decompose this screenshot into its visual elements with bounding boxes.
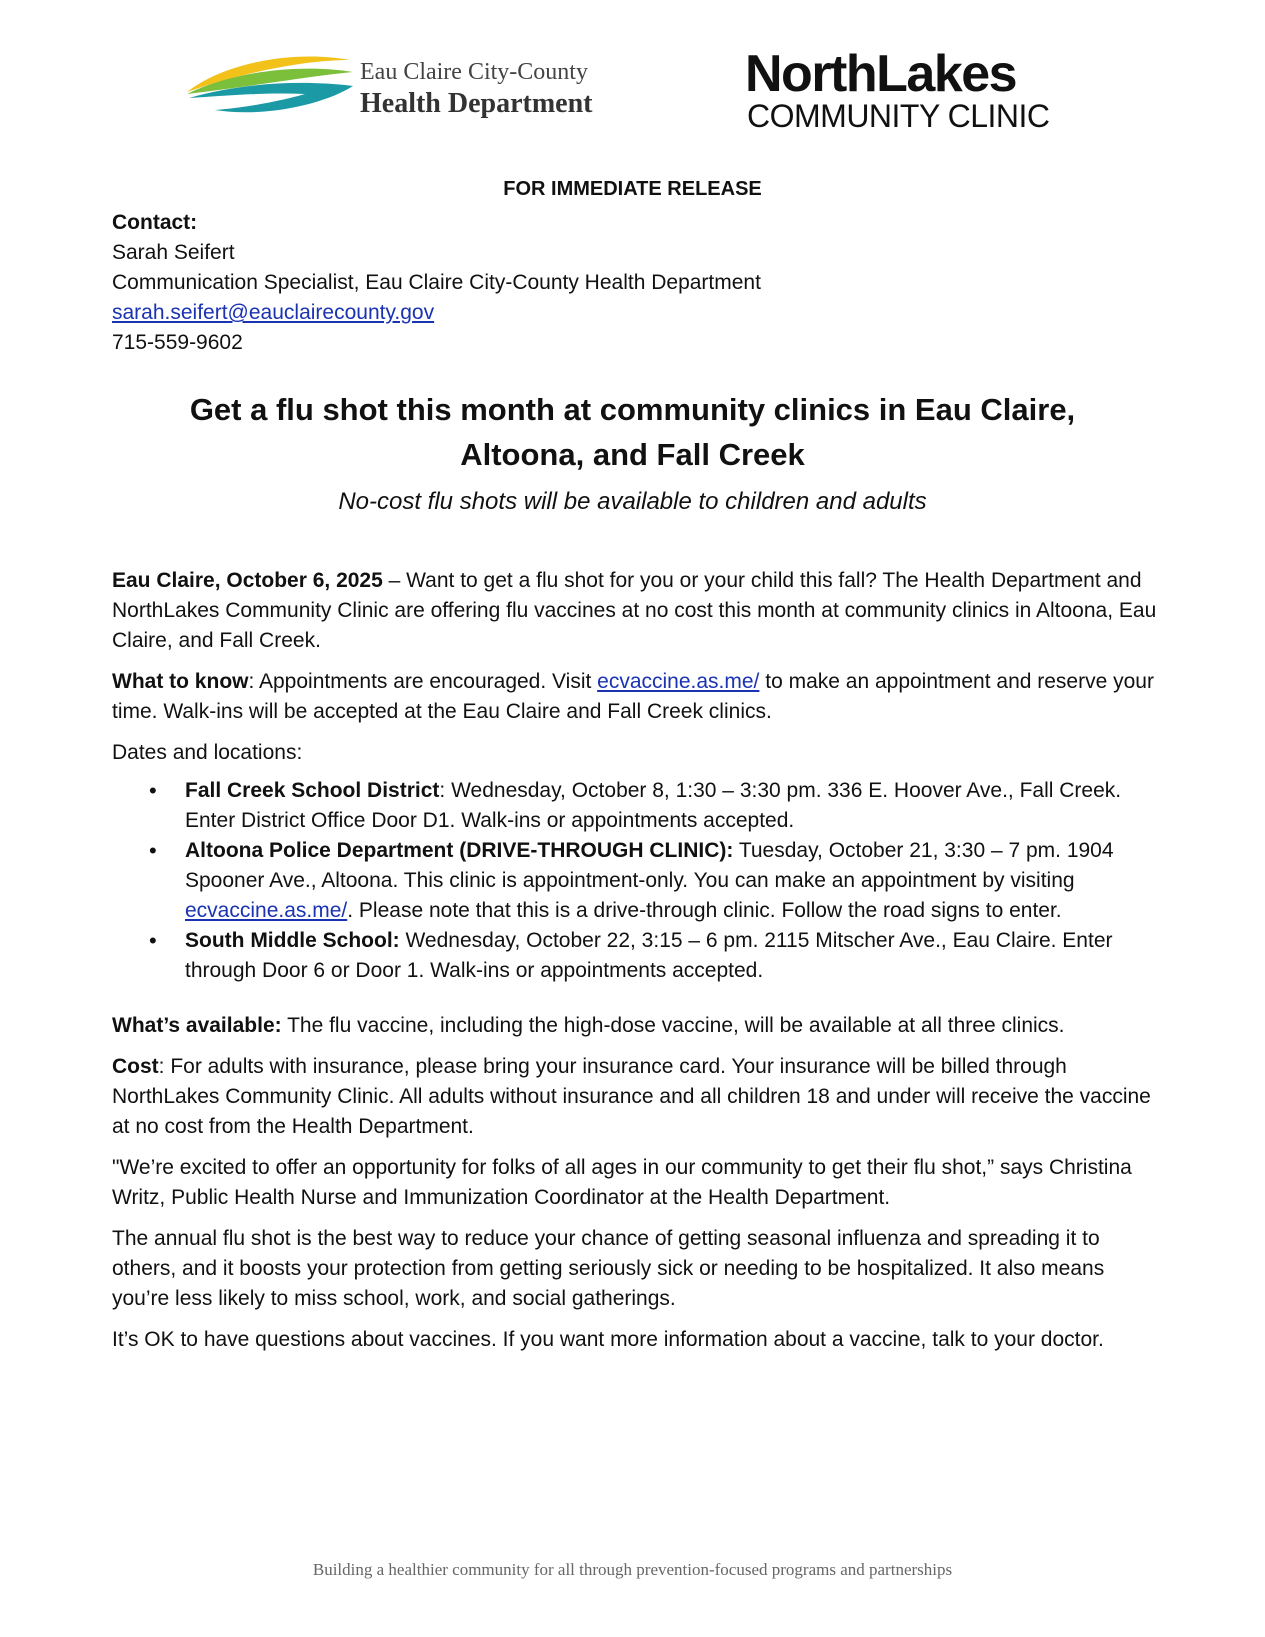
contact-label: Contact: — [112, 211, 198, 234]
dates-label: Dates and locations: — [112, 741, 303, 764]
location-name: Altoona Police Department (DRIVE-THROUGH CLINIC): — [185, 839, 734, 862]
location-details: : Wednesday, October 8, 1:30 – 3:30 pm. 336 E. Hoover Ave., Fall Creek. Enter District Office Door D1. Walk-ins or appointments accepted. — [185, 779, 1122, 832]
location-name: Fall Creek School District — [185, 779, 440, 802]
locations-list — [112, 776, 1157, 986]
location-details: Wednesday, October 22, 3:15 – 6 pm. 2115 Mitscher Ave., Eau Claire. Enter through Door 6 or Door 1. Walk-ins or appointments accepted. — [185, 929, 1113, 982]
contact-title: Communication Specialist, Eau Claire City-County Health Department — [112, 271, 761, 294]
cost-paragraph — [112, 1052, 1157, 1142]
contact-phone: 715-559-9602 — [112, 331, 243, 354]
what-to-know-text: : Appointments are encouraged. Visit — [248, 670, 598, 693]
contact-block — [112, 208, 1157, 358]
what-to-know-label: What to know — [112, 670, 249, 693]
what-to-know-text-after: to make an appointment and reserve your time. Walk-ins will be accepted at the Eau Claire and Fall Creek clinics. — [112, 670, 1154, 723]
intro-paragraph — [112, 566, 1157, 656]
available-label: What’s available: — [112, 1014, 282, 1037]
cost-label: Cost — [112, 1055, 159, 1078]
dateline: Eau Claire, October 6, 2025 — [112, 569, 383, 592]
cost-text: : For adults with insurance, please bring your insurance card. Your insurance will be billed through NorthLakes Community Clinic. All adults without insurance and all children 18 and under will receive the vaccine at no cost from the Health Department. — [112, 1055, 1151, 1138]
booking-link[interactable]: ecvaccine.as.me/ — [597, 670, 760, 693]
annual-paragraph: The annual flu shot is the best way to reduce your chance of getting seasonal influenza and spreading it to others, and it boosts your protection from getting seriously sick or needing to be hospitalized. It also means you’re less likely to miss school, work, and social gatherings. — [112, 1227, 1105, 1310]
release-label: FOR IMMEDIATE RELEASE — [503, 178, 762, 200]
health-department-logo-line2: Health Department — [360, 88, 593, 119]
footer-tagline: Building a healthier community for all through prevention-focused programs and partnerships — [312, 1560, 953, 1579]
location-name: South Middle School: — [185, 929, 400, 952]
list-item — [185, 926, 1157, 986]
health-department-logo — [185, 52, 625, 122]
available-text: The flu vaccine, including the high-dose vaccine, will be available at all three clinics. — [281, 1014, 1065, 1037]
northlakes-logo-line2: COMMUNITY CLINIC — [747, 98, 1050, 134]
list-item — [185, 776, 1157, 836]
questions-paragraph: It’s OK to have questions about vaccines. If you want more information about a vaccine, talk to your doctor. — [112, 1328, 1104, 1351]
headline: Get a flu shot this month at community clinics in Eau Claire, Altoona, and Fall Creek — [189, 392, 1076, 472]
available-paragraph — [112, 1011, 1157, 1041]
quote-paragraph: "We’re excited to offer an opportunity for folks of all ages in our community to get their flu shot,” says Christina Writz, Public Health Nurse and Immunization Coordinator at the Health Department. — [112, 1156, 1132, 1209]
location-details: Tuesday, October 21, 3:30 – 7 pm. 1904 Spooner Ave., Altoona. This clinic is appointment-only. You can make an appointment by visiting — [185, 839, 1114, 892]
location-details-after: . Please note that this is a drive-through clinic. Follow the road signs to enter. — [347, 899, 1062, 922]
list-item — [185, 836, 1157, 926]
booking-link[interactable]: ecvaccine.as.me/ — [185, 899, 348, 922]
article-body — [112, 566, 1157, 1366]
health-department-swoosh-icon — [185, 52, 355, 122]
health-department-logo-line1: Eau Claire City-County — [360, 59, 588, 85]
contact-email-link[interactable]: sarah.seifert@eauclairecounty.gov — [112, 301, 435, 324]
northlakes-logo-line1: NorthLakes — [745, 45, 1017, 103]
subheadline: No-cost flu shots will be available to children and adults — [338, 488, 927, 515]
northlakes-logo — [745, 45, 1050, 140]
what-to-know-paragraph — [112, 667, 1157, 727]
contact-name: Sarah Seifert — [112, 241, 235, 264]
intro-text: – Want to get a flu shot for you or your child this fall? The Health Department and NorthLakes Community Clinic are offering flu vaccines at no cost this month at community clinics in Altoona, Eau Claire, and Fall Creek. — [112, 569, 1157, 652]
